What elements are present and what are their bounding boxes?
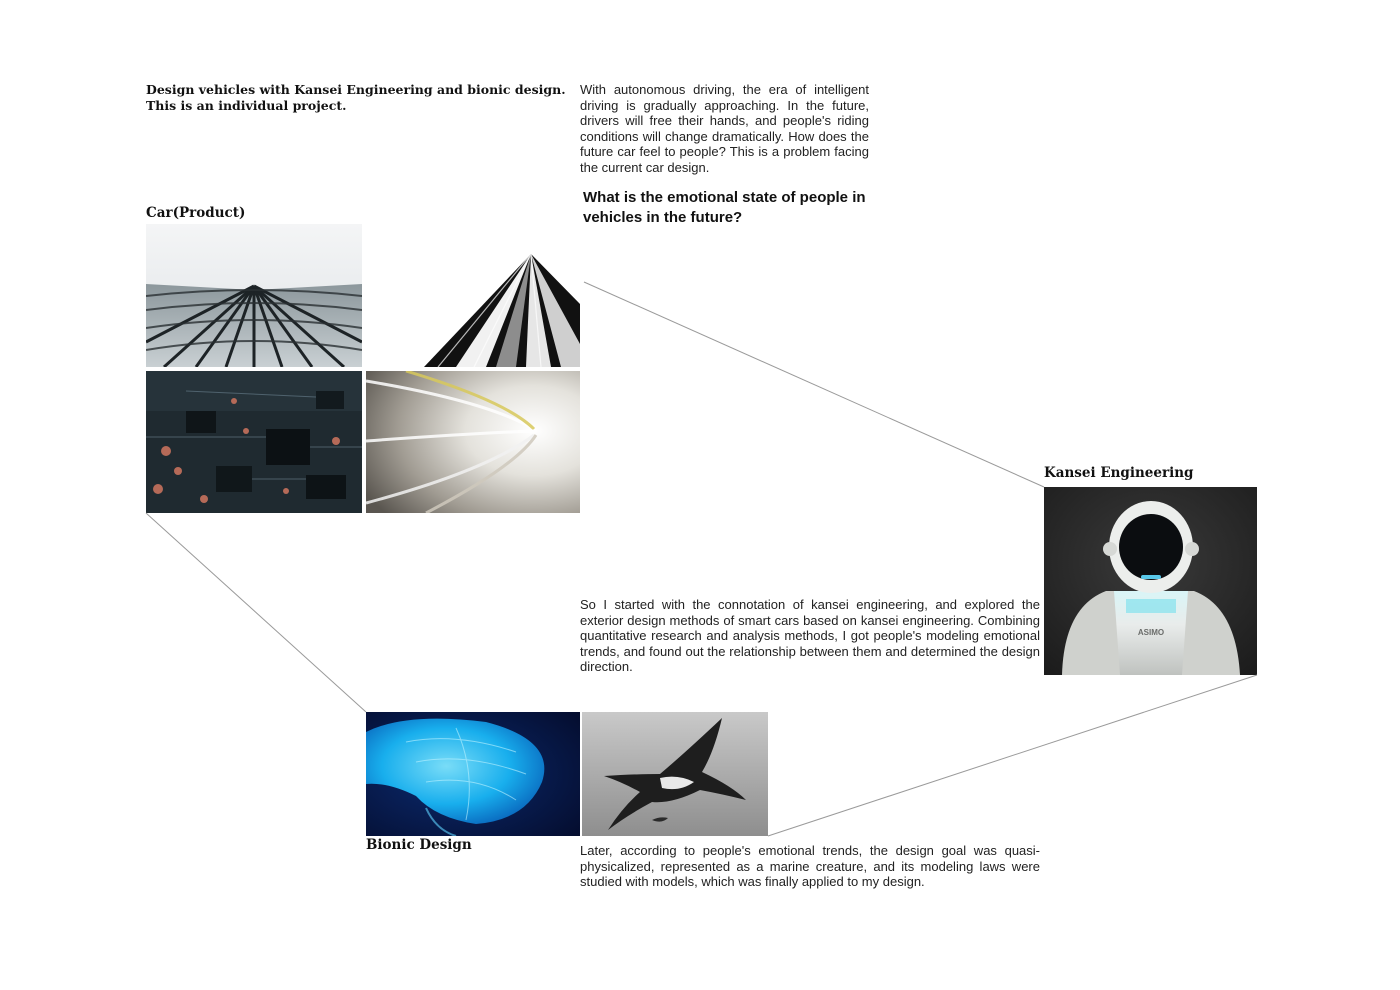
bionic-design-paragraph: Later, according to people's emotional trends, the design goal was quasi-physicalized, represented as a marine creature, and its modeling laws were studied with models, which was finally applied to my design. bbox=[580, 843, 1040, 890]
skyscraper-photo bbox=[366, 224, 580, 367]
emotional-state-question: What is the emotional state of people in vehicles in the future? bbox=[583, 189, 866, 226]
project-intro: Design vehicles with Kansei Engineering and bionic design. This is an individual project. bbox=[146, 82, 566, 113]
connector-bionic-to-kansei bbox=[768, 675, 1257, 836]
car-product-label: Car(Product) bbox=[146, 205, 246, 221]
kansei-engineering-label: Kansei Engineering bbox=[1044, 465, 1194, 481]
building-facade-photo bbox=[146, 224, 362, 367]
connector-car-to-kansei bbox=[584, 282, 1044, 487]
kansei-engineering-paragraph: So I started with the connotation of kansei engineering, and explored the exterior design methods of smart cars based on kansei engineering. Combining quantitative research and analysis methods, I got people's modeling emotional trends, and found out the relationship between them and determined the design direction. bbox=[580, 597, 1040, 675]
asimo-robot-photo bbox=[1044, 487, 1257, 675]
jellyfish-photo bbox=[366, 712, 580, 836]
circuit-board-photo bbox=[146, 371, 362, 513]
autonomous-driving-paragraph: With autonomous driving, the era of intelligent driving is gradually approaching. In the future, drivers will free their hands, and people's riding conditions will change dramatically. How does the future car feel to people? This is a problem facing the current car design. bbox=[580, 82, 869, 175]
robot-chest-label: ASIMO bbox=[1137, 628, 1165, 637]
connector-car-to-bionic bbox=[146, 513, 366, 712]
bionic-design-label: Bionic Design bbox=[366, 837, 472, 853]
light-tunnel-photo bbox=[366, 371, 580, 513]
manta-ray-photo bbox=[582, 712, 768, 836]
